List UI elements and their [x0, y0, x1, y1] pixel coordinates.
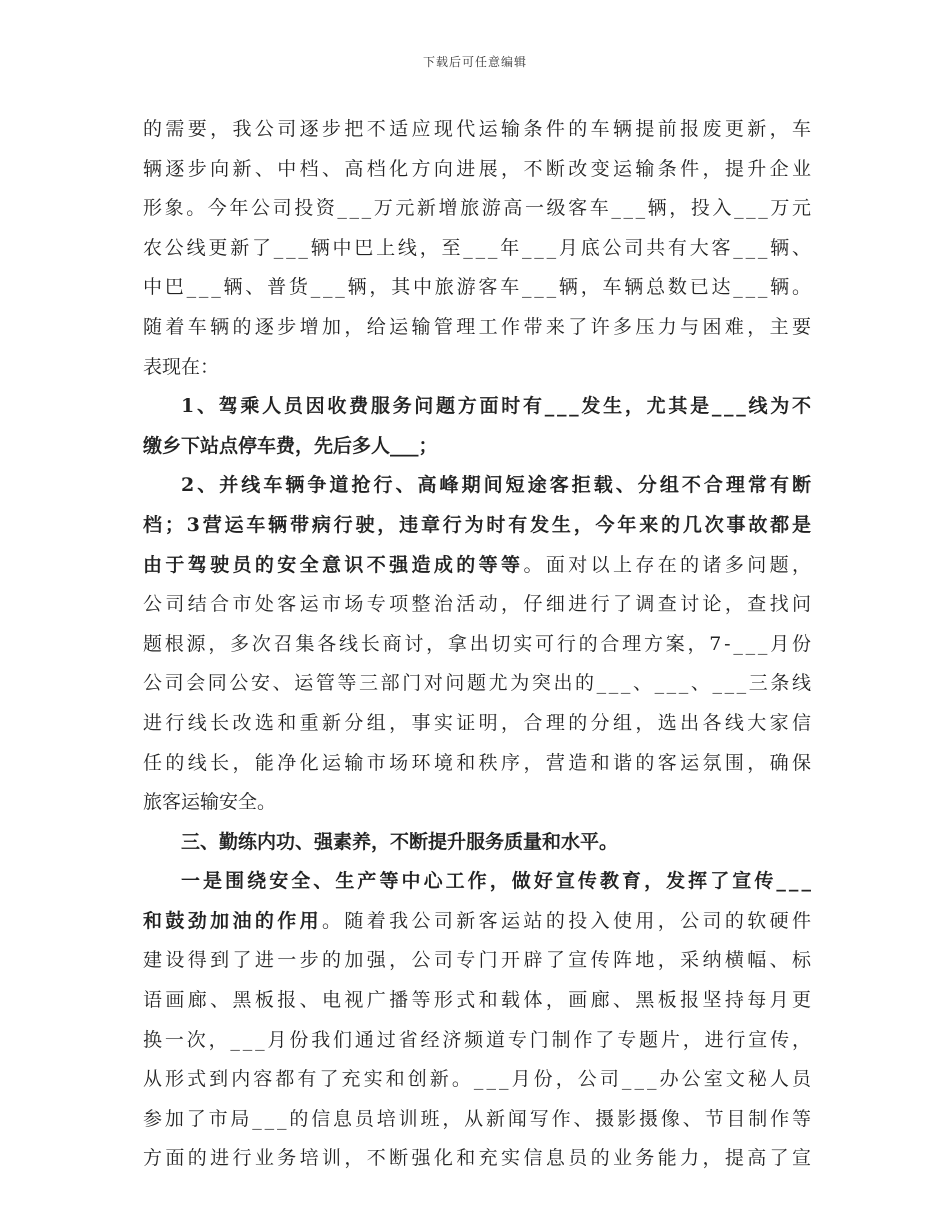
line-text: 一是围绕安全、生产等中心工作，做好宣传教育，发挥了宣传___	[181, 870, 815, 893]
text-line	[143, 348, 811, 388]
line-text: 建设得到了进一步的加强，公司专门开辟了宣传阵地，采纳横幅、标	[143, 949, 815, 972]
plain-text: 。随着我公司新客运站的投入使用，公司的软硬件	[322, 909, 815, 932]
text-line	[143, 1100, 814, 1140]
line-text: 表现在：	[143, 355, 220, 378]
line-text: 随着车辆的逐步增加，给运输管理工作带来了许多压力与困难，主要	[143, 315, 815, 338]
line-text: 任的线长，能净化运输市场环境和秩序，营造和谐的客运氛围，确保	[143, 751, 815, 774]
line-text: 从形式到内容都有了充实和创新。___月份，公司___办公室文秘人员	[143, 1068, 815, 1091]
text-line	[143, 664, 814, 704]
text-line	[143, 941, 815, 981]
text-line	[143, 308, 815, 348]
line-text: 公司结合市处客运市场专项整治活动，仔细进行了调查讨论，查找问	[143, 593, 815, 616]
text-line	[143, 744, 815, 784]
text-line	[143, 546, 815, 586]
line-text: 的需要，我公司逐步把不适应现代运输条件的车辆提前报废更新，车	[143, 118, 815, 140]
line-text: 参加了市局___的信息员培训班，从新闻写作、摄影摄像、节目制作等	[143, 1107, 814, 1130]
page-header: 下载后可任意编辑	[422, 55, 527, 69]
line-text: 方面的进行业务培训，不断强化和充实信息员的业务能力，提高了宣	[143, 1147, 815, 1170]
line-text: 进行线长改选和重新分组，事实证明，合理的分组，选出各线大家信	[143, 711, 815, 734]
text-line	[143, 902, 815, 942]
text-line	[143, 268, 814, 308]
line-text: 辆逐步向新、中档、高档化方向进展，不断改变运输条件，提升企业	[143, 157, 815, 180]
line-text: 旅客运输安全。	[143, 791, 277, 814]
text-line	[143, 1060, 815, 1100]
plain-text: 。面对以上存在的诸多问题，	[523, 553, 815, 576]
text-line	[143, 585, 815, 625]
line-text: 公司会同公安、运管等三部门对问题尤为突出的___、___、___三条线	[143, 672, 814, 695]
text-line	[143, 387, 814, 427]
text-line	[143, 704, 815, 744]
document-body	[143, 110, 815, 1179]
line-text: 中巴___辆、普货___辆，其中旅游客车___辆，车辆总数已达___辆。	[143, 276, 814, 299]
line-text: 农公线更新了___辆中巴上线，至___年___月底公司共有大客___辆、	[143, 236, 814, 259]
text-line	[143, 981, 815, 1021]
line-text: 三、勤练内功、强素养，不断提升服务质量和水平。	[181, 830, 619, 853]
text-line	[143, 506, 814, 546]
text-line	[143, 823, 811, 863]
line-text: 2、并线车辆争道抢行、高峰期间短途客拒载、分组不合理常有断	[181, 474, 815, 497]
line-text: 形象。今年公司投资___万元新增旅游高一级客车___辆，投入___万元	[143, 197, 814, 220]
text-line	[143, 229, 814, 269]
text-line	[143, 783, 811, 823]
text-line	[143, 150, 815, 190]
text-line	[143, 110, 815, 150]
text-line	[143, 862, 815, 902]
text-line	[143, 466, 815, 506]
bold-text: 和鼓劲加油的作用	[143, 909, 323, 932]
line-text: 档；3营运车辆带病行驶，违章行为时有发生，今年来的几次事故都是	[143, 513, 814, 536]
line-text: 题根源，多次召集各线长商讨，拿出切实可行的合理方案，7-___月份	[143, 632, 814, 655]
line-text: 1、驾乘人员因收费服务问题方面时有___发生，尤其是___线为不	[181, 395, 814, 418]
line-text: 语画廊、黑板报、电视广播等形式和载体，画廊、黑板报坚持每月更	[143, 989, 815, 1012]
text-line	[143, 1021, 814, 1061]
line-text: 缴乡下站点停车费，先后多人___；	[143, 434, 438, 457]
bold-text: 由于驾驶员的安全意识不强造成的等等	[143, 553, 524, 576]
text-line	[143, 1139, 815, 1179]
text-line	[143, 189, 814, 229]
text-line	[143, 427, 811, 467]
line-text: 换一次，___月份我们通过省经济频道专门制作了专题片，进行宣传，	[143, 1028, 814, 1051]
text-line	[143, 625, 814, 665]
